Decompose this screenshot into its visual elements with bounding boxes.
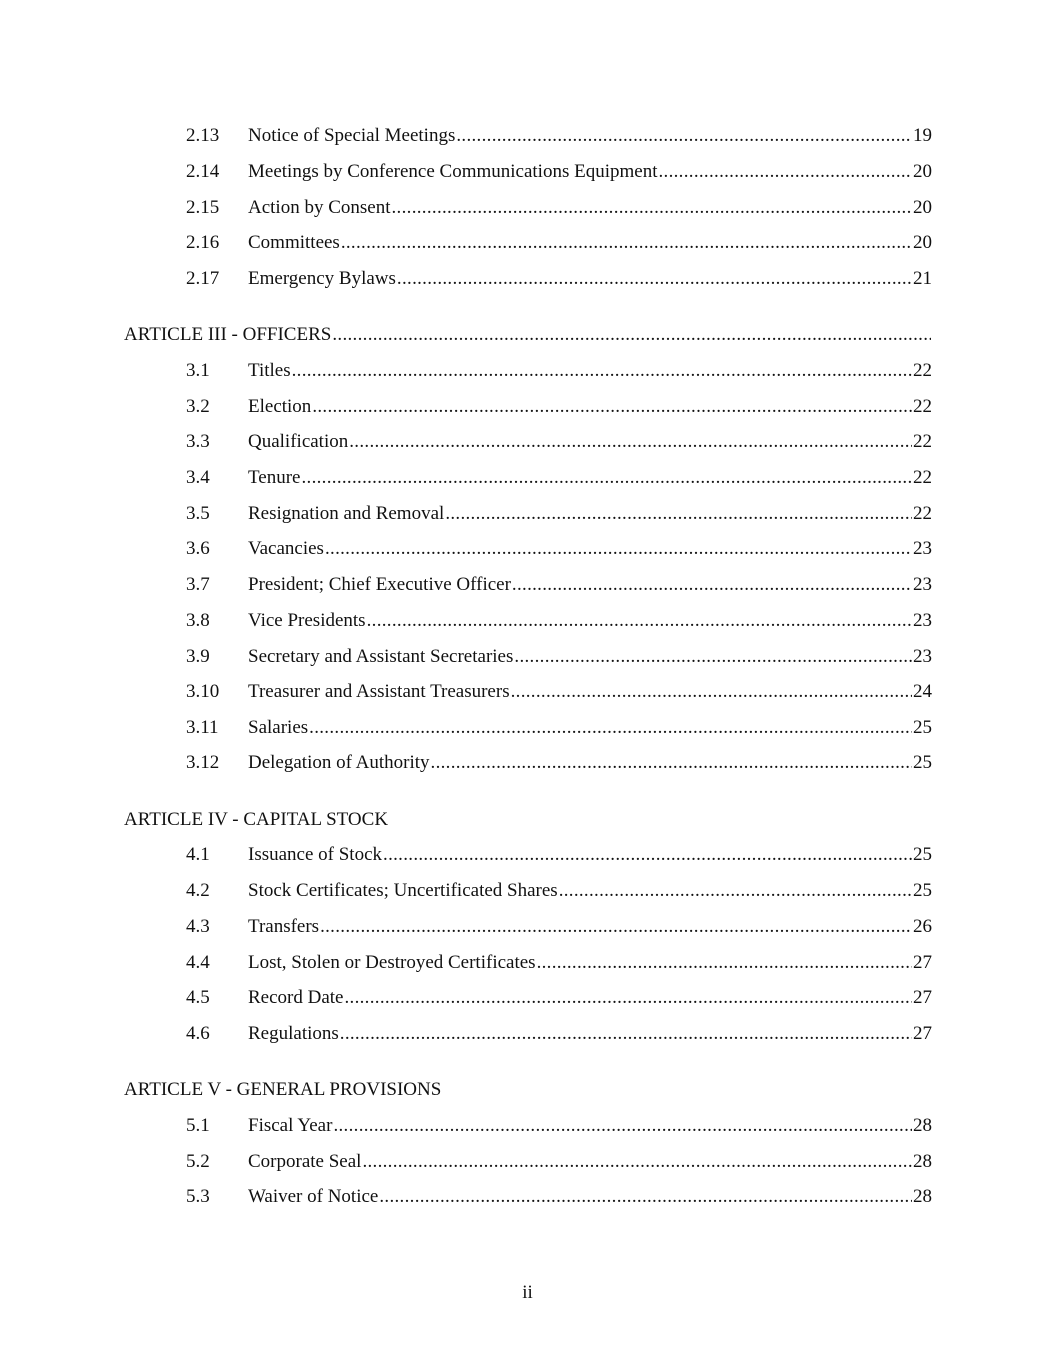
toc-entry[interactable] (0, 572, 1055, 598)
entry-title: Transfers (248, 916, 320, 937)
dot-leader (320, 914, 912, 940)
entry-number: 2.16 (186, 232, 220, 253)
entry-number: 2.14 (186, 161, 220, 182)
entry-page: 19 (913, 125, 932, 146)
toc-entry[interactable] (0, 1021, 1055, 1047)
entry-leader (248, 358, 932, 384)
entry-leader (248, 878, 932, 904)
entry-leader (248, 1149, 932, 1175)
dot-leader (362, 1149, 912, 1175)
entry-page: 23 (913, 610, 932, 631)
toc-entry[interactable] (0, 465, 1055, 491)
dot-leader (559, 878, 912, 904)
entry-leader (248, 679, 932, 705)
page-number: ii (522, 1282, 533, 1303)
entry-number: 4.2 (186, 880, 210, 901)
entry-title: Lost, Stolen or Destroyed Certificates (248, 952, 536, 973)
entry-title: Delegation of Authority (248, 752, 430, 773)
toc-entry[interactable] (0, 914, 1055, 940)
entry-page: 23 (913, 538, 932, 559)
entry-leader (248, 1113, 932, 1139)
dot-leader (344, 985, 912, 1011)
entry-page: 27 (913, 1023, 932, 1044)
entry-title: President; Chief Executive Officer (248, 574, 511, 595)
entry-number: 5.3 (186, 1186, 210, 1207)
dot-leader (658, 159, 912, 185)
entry-page: 23 (913, 646, 932, 667)
dot-leader (456, 123, 912, 149)
toc-entry[interactable] (0, 1184, 1055, 1210)
dot-leader (512, 572, 912, 598)
dot-leader (537, 950, 912, 976)
entry-number: 3.8 (186, 610, 210, 631)
entry-leader (248, 230, 932, 256)
entry-number: 3.12 (186, 752, 220, 773)
entry-page: 22 (913, 503, 932, 524)
entry-title: Vacancies (248, 538, 324, 559)
entry-title: Tenure (248, 467, 301, 488)
article-heading-capital-stock[interactable] (0, 807, 1055, 833)
entry-leader (248, 195, 932, 221)
dot-leader (514, 644, 912, 670)
toc-entry[interactable] (0, 608, 1055, 634)
entry-page: 25 (913, 844, 932, 865)
toc-entry[interactable] (0, 501, 1055, 527)
entry-number: 2.15 (186, 197, 220, 218)
entry-title: Corporate Seal (248, 1151, 362, 1172)
toc-entry[interactable] (0, 266, 1055, 292)
toc-entry[interactable] (0, 358, 1055, 384)
entry-title: Emergency Bylaws (248, 268, 396, 289)
toc-entry[interactable] (0, 159, 1055, 185)
toc-entry[interactable] (0, 679, 1055, 705)
entry-page: 28 (913, 1186, 932, 1207)
entry-leader (248, 123, 932, 149)
entry-title: Qualification (248, 431, 349, 452)
page-footer (0, 1280, 1055, 1306)
article-heading-officers[interactable] (0, 322, 1055, 348)
dot-leader (397, 266, 912, 292)
entry-leader (248, 842, 932, 868)
entry-page: 23 (913, 574, 932, 595)
entry-leader (248, 950, 932, 976)
entry-number: 3.11 (186, 717, 219, 738)
article-title: ARTICLE IV - CAPITAL STOCK (124, 809, 389, 830)
entry-title: Waiver of Notice (248, 1186, 379, 1207)
entry-title: Vice Presidents (248, 610, 366, 631)
entry-page: 27 (913, 952, 932, 973)
toc-entry[interactable] (0, 1113, 1055, 1139)
entry-leader (248, 501, 932, 527)
entry-leader (248, 394, 932, 420)
entry-number: 3.1 (186, 360, 210, 381)
toc-entry[interactable] (0, 750, 1055, 776)
entry-leader (248, 644, 932, 670)
dot-leader (340, 1021, 912, 1047)
toc-entry[interactable] (0, 394, 1055, 420)
toc-entry[interactable] (0, 985, 1055, 1011)
entry-title: Treasurer and Assistant Treasurers (248, 681, 510, 702)
dot-leader (341, 230, 912, 256)
dot-leader (392, 195, 913, 221)
entry-number: 3.5 (186, 503, 210, 524)
toc-entry[interactable] (0, 842, 1055, 868)
toc-entry[interactable] (0, 429, 1055, 455)
entry-title: Stock Certificates; Uncertificated Shares (248, 880, 558, 901)
entry-leader (248, 429, 932, 455)
entry-number: 5.1 (186, 1115, 210, 1136)
entry-leader (248, 572, 932, 598)
entry-number: 3.4 (186, 467, 210, 488)
entry-title: Titles (248, 360, 291, 381)
entry-page: 20 (913, 161, 932, 182)
toc-entry[interactable] (0, 123, 1055, 149)
entry-page: 22 (913, 396, 932, 417)
entry-title: Notice of Special Meetings (248, 125, 456, 146)
entry-page: 28 (913, 1115, 932, 1136)
entry-page: 26 (913, 916, 932, 937)
entry-leader (248, 536, 932, 562)
entry-title: Action by Consent (248, 197, 391, 218)
entry-title: Committees (248, 232, 340, 253)
entry-number: 4.1 (186, 844, 210, 865)
entry-title: Record Date (248, 987, 344, 1008)
entry-title: Regulations (248, 1023, 339, 1044)
dot-leader (383, 842, 912, 868)
toc-entry[interactable] (0, 644, 1055, 670)
entry-page: 21 (913, 268, 932, 289)
entry-page: 22 (913, 360, 932, 381)
entry-number: 2.13 (186, 125, 220, 146)
entry-number: 4.4 (186, 952, 210, 973)
entry-leader (248, 715, 932, 741)
entry-number: 3.3 (186, 431, 210, 452)
entry-title: Election (248, 396, 312, 417)
article-title: ARTICLE V - GENERAL PROVISIONS (124, 1079, 442, 1100)
entry-page: 22 (913, 467, 932, 488)
dot-leader (431, 750, 912, 776)
toc-entry[interactable] (0, 950, 1055, 976)
entry-title: Issuance of Stock (248, 844, 383, 865)
dot-leader (292, 358, 912, 384)
entry-page: 27 (913, 987, 932, 1008)
entry-title: Meetings by Conference Communications Equipment (248, 161, 658, 182)
toc-entry[interactable] (0, 536, 1055, 562)
entry-leader (248, 985, 932, 1011)
dot-leader (325, 536, 912, 562)
entry-leader (248, 1021, 932, 1047)
dot-leader (332, 322, 931, 348)
entry-number: 4.3 (186, 916, 210, 937)
entry-page: 22 (913, 431, 932, 452)
dot-leader (349, 429, 912, 455)
entry-leader (248, 159, 932, 185)
entry-number: 4.5 (186, 987, 210, 1008)
entry-number: 2.17 (186, 268, 220, 289)
entry-page: 20 (913, 232, 932, 253)
entry-number: 4.6 (186, 1023, 210, 1044)
entry-number: 5.2 (186, 1151, 210, 1172)
entry-page: 24 (913, 681, 932, 702)
dot-leader (301, 465, 912, 491)
toc-entry[interactable] (0, 1149, 1055, 1175)
dot-leader (511, 679, 912, 705)
toc-entry[interactable] (0, 878, 1055, 904)
entry-number: 3.9 (186, 646, 210, 667)
entry-number: 3.7 (186, 574, 210, 595)
toc-entry[interactable] (0, 715, 1055, 741)
article-title: ARTICLE III - OFFICERS (124, 324, 332, 345)
article-heading-general-provisions[interactable] (0, 1077, 1055, 1103)
heading-leader (124, 322, 932, 348)
dot-leader (367, 608, 912, 634)
entry-title: Fiscal Year (248, 1115, 333, 1136)
entry-page: 25 (913, 880, 932, 901)
entry-leader (248, 1184, 932, 1210)
entry-title: Resignation and Removal (248, 503, 445, 524)
dot-leader (312, 394, 912, 420)
entry-title: Salaries (248, 717, 309, 738)
dot-leader (445, 501, 912, 527)
toc-entry[interactable] (0, 195, 1055, 221)
entry-leader (248, 266, 932, 292)
dot-leader (379, 1184, 912, 1210)
entry-leader (248, 465, 932, 491)
entry-page: 25 (913, 752, 932, 773)
entry-page: 25 (913, 717, 932, 738)
entry-number: 3.2 (186, 396, 210, 417)
entry-page: 20 (913, 197, 932, 218)
dot-leader (309, 715, 912, 741)
entry-page: 28 (913, 1151, 932, 1172)
entry-leader (248, 914, 932, 940)
entry-leader (248, 608, 932, 634)
entry-number: 3.10 (186, 681, 220, 702)
dot-leader (333, 1113, 912, 1139)
entry-title: Secretary and Assistant Secretaries (248, 646, 514, 667)
toc-entry[interactable] (0, 230, 1055, 256)
entry-number: 3.6 (186, 538, 210, 559)
entry-leader (248, 750, 932, 776)
